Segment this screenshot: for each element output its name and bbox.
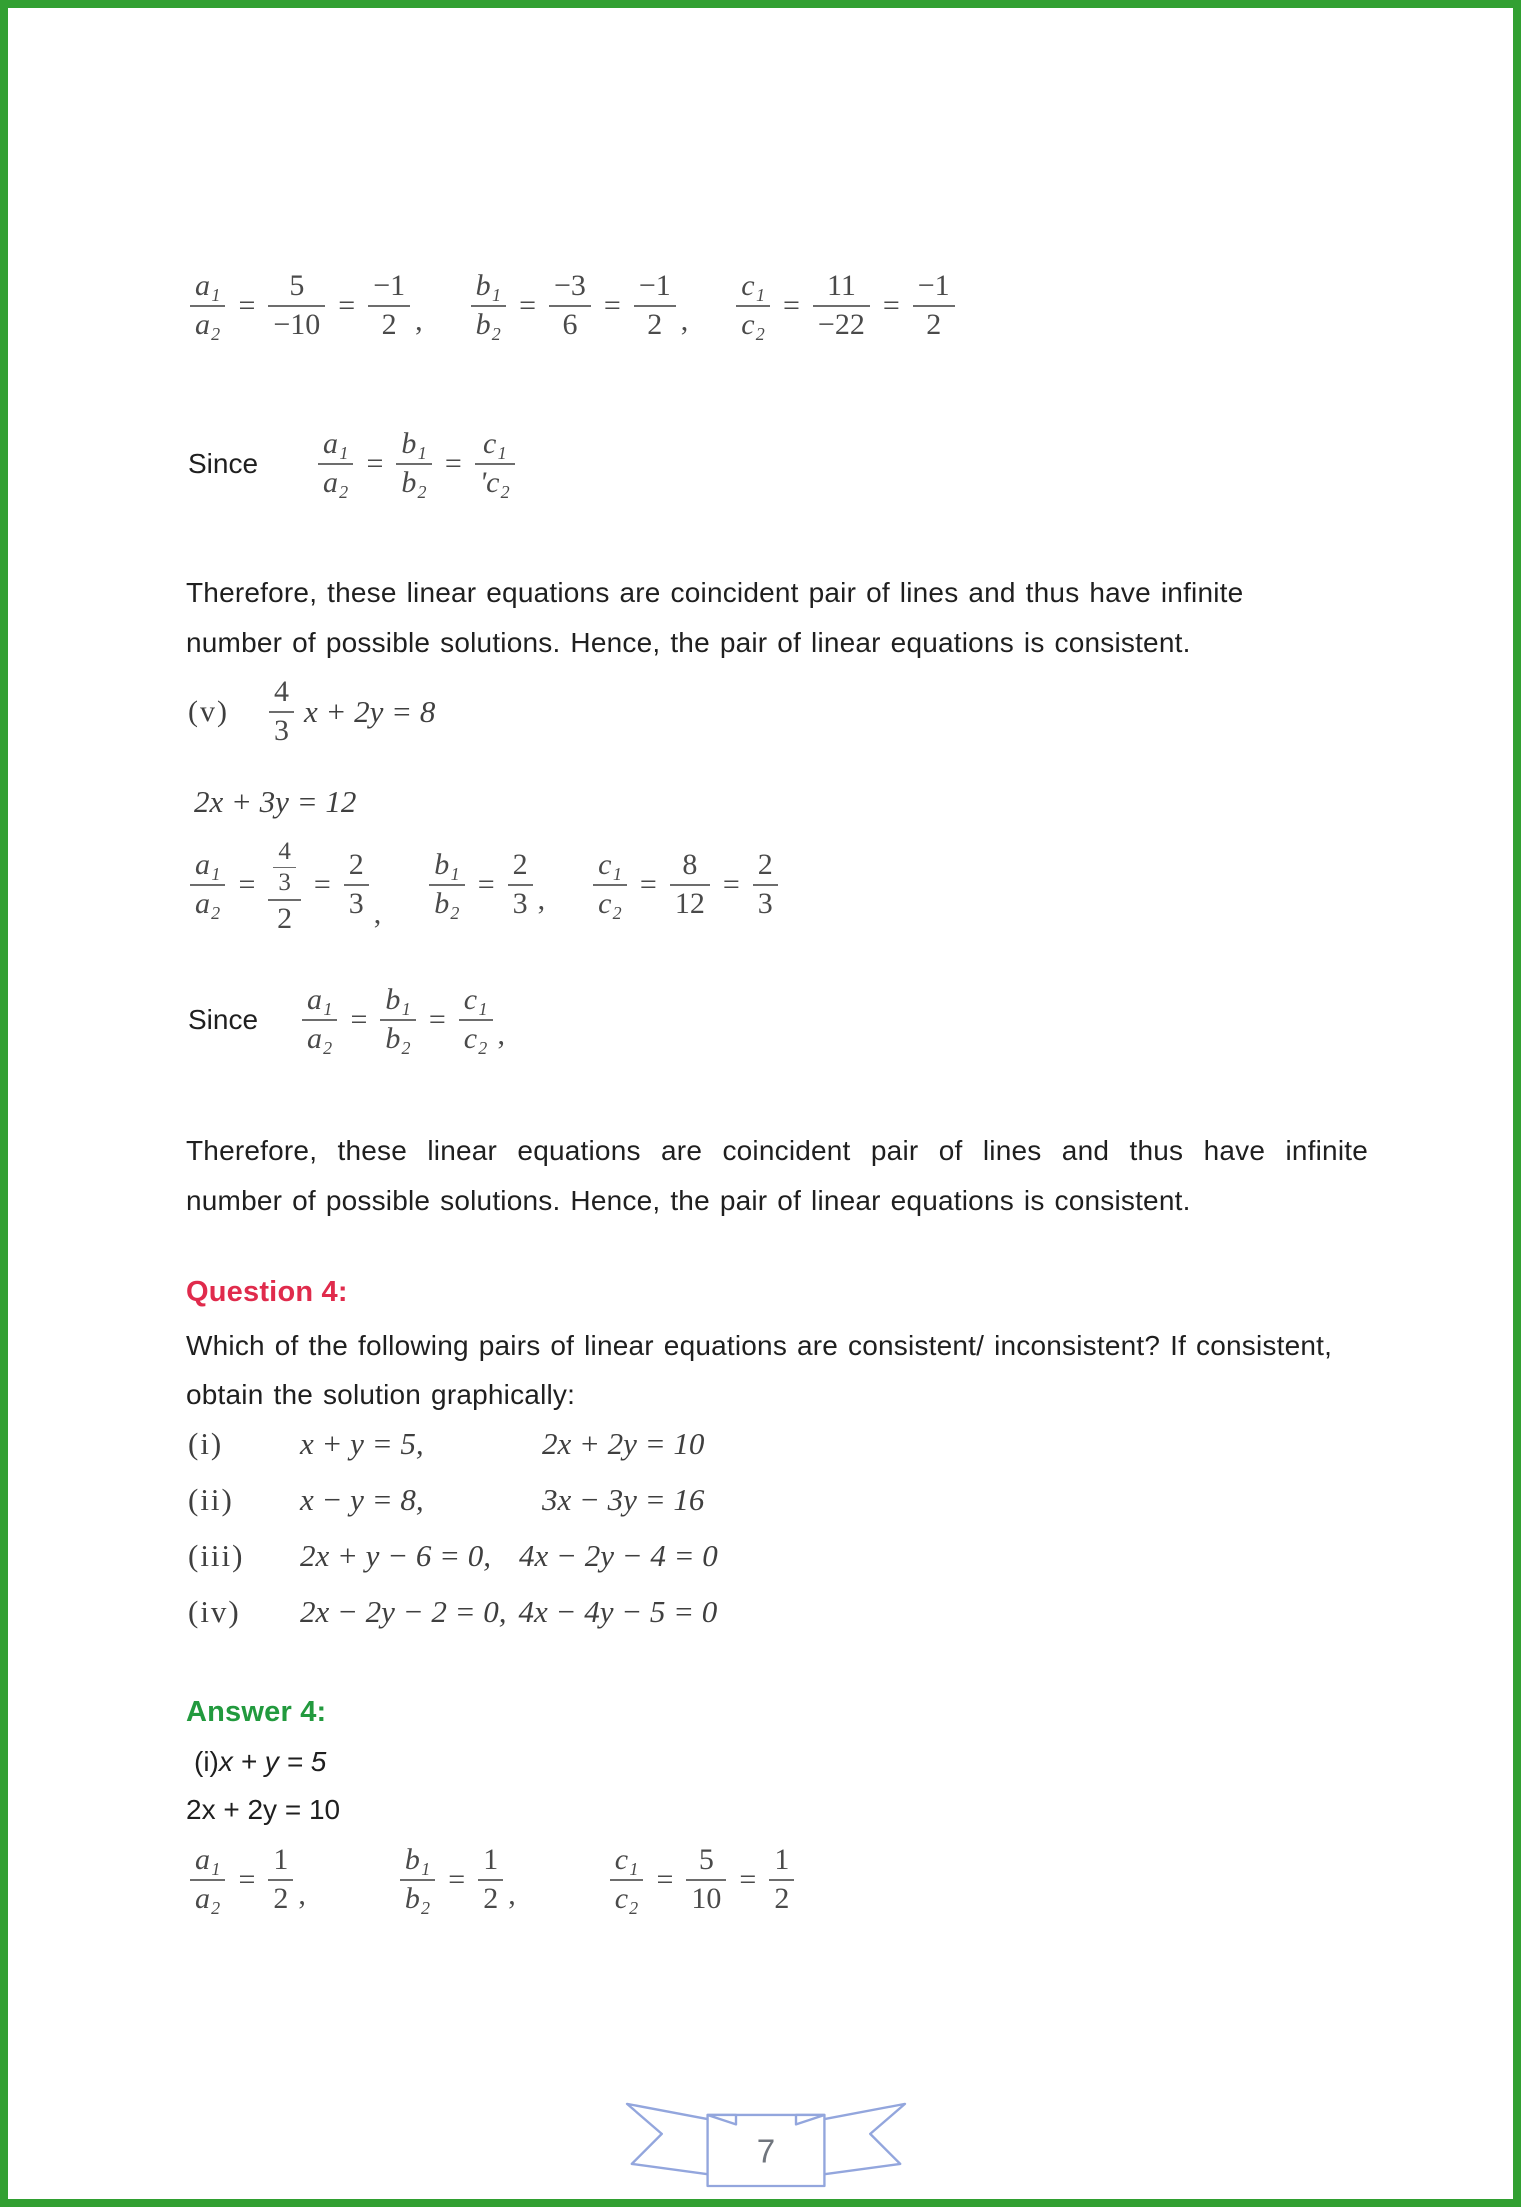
comma: ,: [508, 1877, 516, 1911]
ratio-group-b3: [398, 1844, 516, 1916]
item-equation-2: 3x − 3y = 16: [542, 1482, 705, 1517]
fraction: $\frac{-1}{2}$: [368, 270, 410, 342]
paragraph-line: number of possible solutions. Hence, the pair of linear equations is consistent.: [186, 627, 1191, 658]
equation-2x-3y-12: 2x + 3y = 12: [194, 784, 357, 819]
equation-part-v: [188, 676, 435, 748]
fraction: $\frac{1}{2}$: [478, 1844, 503, 1916]
fraction: $\frac{2}{3}$: [753, 849, 778, 921]
ratio-group-b2: [427, 849, 545, 921]
question-4-heading: Question 4:: [186, 1276, 348, 1308]
nested-fraction: $\frac{\frac{4}{3}}{2}$: [268, 834, 301, 935]
answer-line-1: [194, 1746, 326, 1778]
equals-sign: =: [313, 867, 331, 901]
fraction: $\frac{\text{a₁}}{\text{a₂}}$: [190, 849, 225, 921]
equals-sign: =: [366, 446, 384, 480]
item-equation-2: 4x − 4y − 5 = 0: [518, 1594, 718, 1629]
ribbon-icon: [616, 2088, 916, 2194]
q4-item-i: [188, 1426, 704, 1462]
equals-sign: =: [739, 1862, 757, 1896]
fraction: $\frac{1}{2}$: [268, 1844, 293, 1916]
q4-item-iv: [188, 1594, 717, 1630]
item-label: (ii): [188, 1482, 234, 1517]
fraction: $\frac{\text{b₁}}{\text{b₂}}$: [471, 270, 506, 342]
since-label: Since: [188, 1003, 259, 1035]
ratio-equation-row-2: [188, 834, 783, 935]
equals-sign: =: [238, 288, 256, 322]
since-label: Since: [188, 447, 259, 479]
ratio-group-b1: [469, 270, 689, 342]
fraction: $\frac{\text{b₁}}{\text{b₂}}$: [429, 849, 464, 921]
fraction: $\frac{-1}{2}$: [913, 270, 955, 342]
equals-sign: =: [656, 1862, 674, 1896]
fraction: $\frac{\text{b₁}}{\text{b₂}}$: [400, 1844, 435, 1916]
fraction: $\frac{8}{12}$: [670, 849, 710, 921]
q4-item-ii: [188, 1482, 704, 1518]
equals-sign: =: [448, 1862, 466, 1896]
q4-item-iii: [188, 1538, 718, 1574]
paragraph-line: Therefore, these linear equations are coincident pair of lines and thus have infinite: [186, 577, 1244, 608]
since-row-1: [188, 428, 520, 500]
equals-sign: =: [238, 867, 256, 901]
ratio-group-c2: [591, 849, 783, 921]
fraction: $\frac{4}{3}$: [273, 838, 296, 896]
answer-equation-1: x + y = 5: [218, 1746, 327, 1777]
ratio-group-a1: [188, 270, 423, 342]
equals-sign: =: [428, 1002, 446, 1036]
part-label: (v): [188, 694, 229, 728]
fraction: $\frac{5}{-10}$: [268, 270, 325, 342]
fraction: $\frac{4}{3}$: [269, 676, 294, 748]
fraction: $\frac{\text{c₁}}{\text{'c₂}}$: [475, 428, 515, 500]
paragraph-coincident-1: [186, 568, 1368, 668]
comma: ,: [298, 1877, 306, 1911]
fraction: $\frac{\text{a₁}}{\text{a₂}}$: [318, 428, 353, 500]
page-number: 7: [756, 2133, 776, 2171]
fraction: $\frac{5}{10}$: [686, 1844, 726, 1916]
equals-sign: =: [722, 867, 740, 901]
fraction: $\frac{2}{3}$: [508, 849, 533, 921]
answer-4-heading: Answer 4:: [186, 1696, 327, 1728]
fraction: $\frac{\text{c₁}}{\text{c₂}}$: [736, 270, 770, 342]
ratio-group-c3: [608, 1844, 800, 1916]
fraction: $\frac{\text{b₁}}{\text{b₂}}$: [380, 984, 415, 1056]
answer-line-2: 2x + 2y = 10: [186, 1794, 341, 1825]
item-label: (iv): [188, 1594, 241, 1629]
fraction: $\frac{-1}{2}$: [634, 270, 676, 342]
item-label: (i): [188, 1426, 224, 1461]
ratio-equation-row-1: [188, 270, 960, 342]
item-equation-1: 2x − 2y − 2 = 0,: [300, 1594, 507, 1629]
ratio-group-a2: [188, 834, 381, 935]
item-label: (iii): [188, 1538, 245, 1573]
equals-sign: =: [639, 867, 657, 901]
equals-sign: =: [477, 867, 495, 901]
paragraph-line: Therefore, these linear equations are coincident pair of lines and thus have infinite: [186, 1135, 1368, 1166]
item-equation-1: x + y = 5,: [300, 1426, 424, 1461]
fraction: $\frac{\text{a₁}}{\text{a₂}}$: [190, 270, 225, 342]
equals-sign: =: [444, 446, 462, 480]
ratio-group-a3: [188, 1844, 306, 1916]
equals-sign: =: [603, 288, 621, 322]
equals-sign: =: [783, 288, 800, 322]
item-equation-2: 2x + 2y = 10: [542, 1426, 705, 1461]
equation-text: x + 2y = 8: [303, 693, 436, 729]
fraction: $\frac{-3}{6}$: [549, 270, 591, 342]
paragraph-line: obtain the solution graphically:: [186, 1379, 576, 1410]
comma: ,: [537, 882, 546, 916]
paragraph-line: number of possible solutions. Hence, the pair of linear equations is consistent.: [186, 1185, 1191, 1216]
equals-sign: =: [519, 288, 536, 322]
since-row-2: [188, 984, 505, 1056]
item-label: (i): [194, 1746, 219, 1777]
item-equation-1: x − y = 8,: [300, 1482, 424, 1517]
question-4-text: [186, 1321, 1368, 1419]
ratio-group-c1: [734, 270, 959, 342]
comma: ,: [680, 303, 689, 337]
comma: ,: [497, 1017, 506, 1051]
fraction: $\frac{\text{c₁}}{\text{c₂}}$: [593, 849, 627, 921]
ratio-equation-row-3: [188, 1844, 891, 1916]
equals-sign: =: [338, 288, 356, 322]
comma: ,: [415, 303, 423, 337]
fraction: $\frac{\text{a₁}}{\text{a₂}}$: [302, 984, 337, 1056]
equals-sign: =: [350, 1002, 368, 1036]
fraction: $\frac{\text{b₁}}{\text{b₂}}$: [396, 428, 431, 500]
fraction: $\frac{\text{a₁}}{\text{a₂}}$: [190, 1844, 225, 1916]
fraction: $\frac{2}{3}$: [344, 849, 369, 921]
paragraph-coincident-2: [186, 1126, 1368, 1226]
equals-sign: =: [238, 1862, 256, 1896]
item-equation-2: 4x − 2y − 4 = 0: [519, 1538, 718, 1573]
paragraph-line: Which of the following pairs of linear equations are consistent/ inconsistent? If consistent,: [186, 1330, 1333, 1361]
page-number-ribbon: [616, 2088, 916, 2199]
equals-sign: =: [882, 288, 900, 322]
fraction: $\frac{\text{c₁}}{\text{c₂}}$: [459, 984, 493, 1056]
fraction: $\frac{1}{2}$: [769, 1844, 794, 1916]
fraction: $\frac{11}{-22}$: [813, 270, 870, 342]
comma: ,: [373, 897, 382, 931]
item-equation-1: 2x + y − 6 = 0,: [300, 1538, 492, 1573]
fraction: $\frac{\text{c₁}}{\text{c₂}}$: [610, 1844, 644, 1916]
